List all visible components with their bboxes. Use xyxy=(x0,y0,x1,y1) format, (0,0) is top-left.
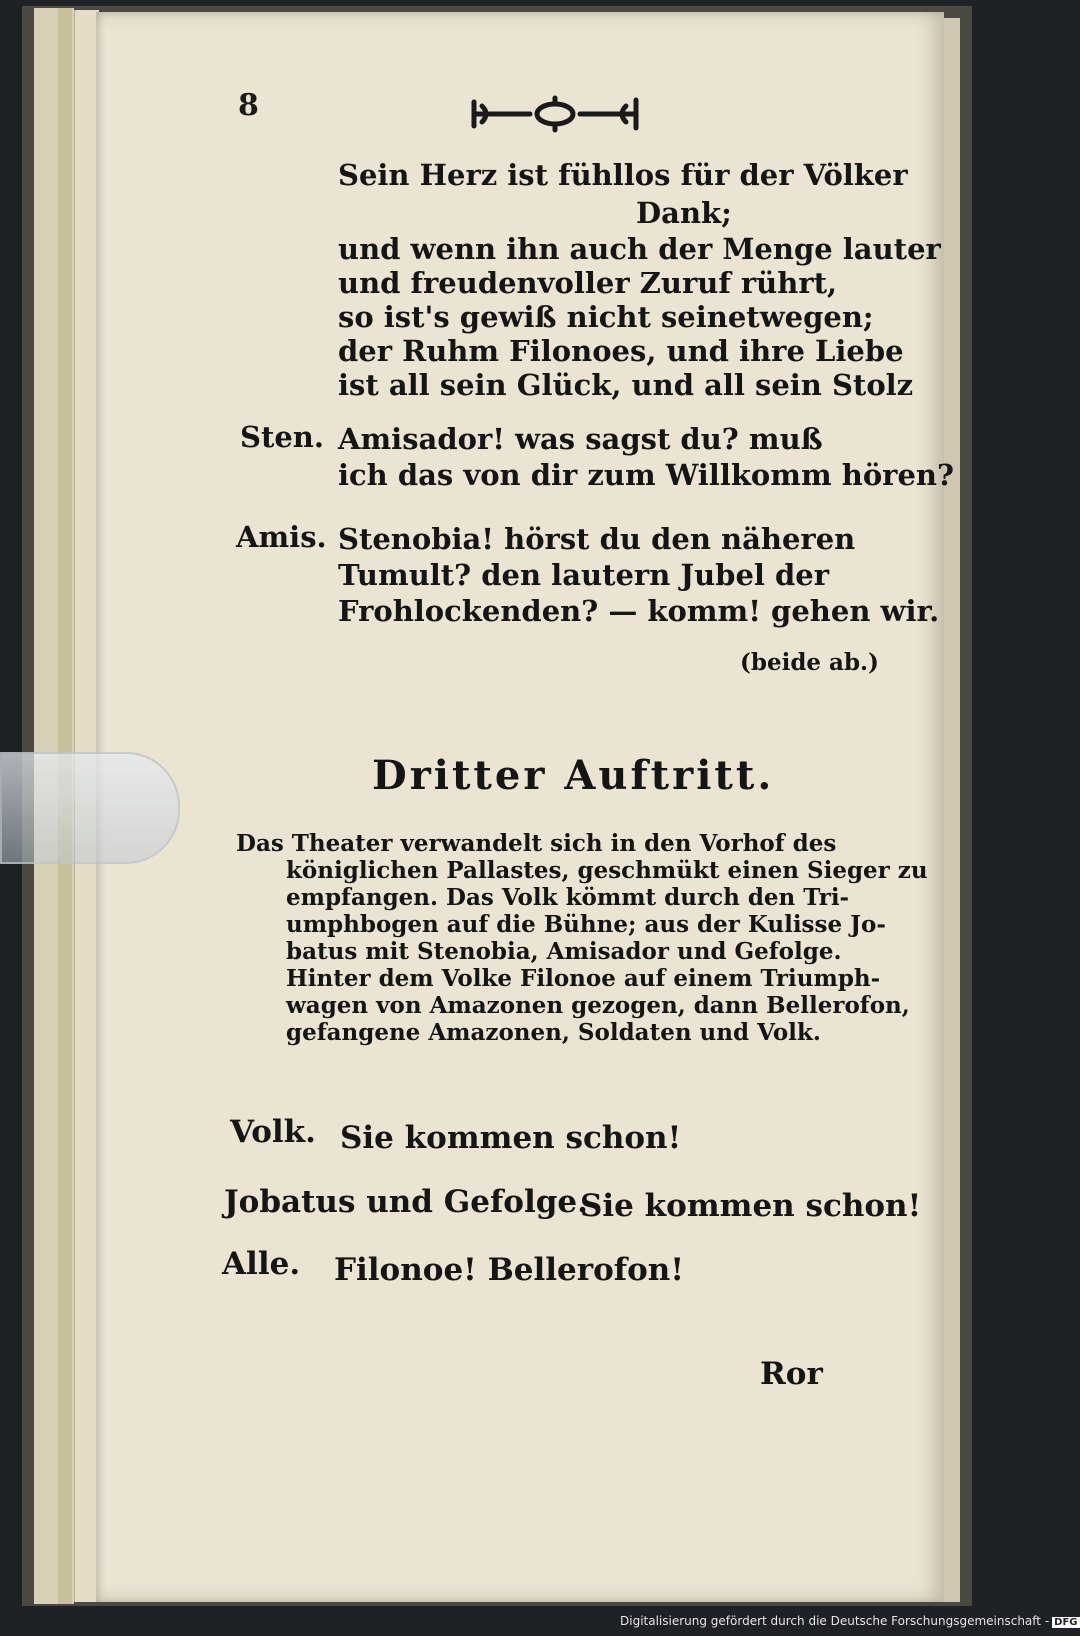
stage-direction-line: königlichen Pallastes, geschmükt einen Sieger zu xyxy=(286,857,928,884)
speaker-label: Alle. xyxy=(222,1246,301,1282)
stage-direction-line: empfangen. Das Volk kömmt durch den Tri- xyxy=(286,884,850,911)
stage-direction-exit: (beide ab.) xyxy=(740,649,879,676)
verse-line: Frohlockenden? — komm! gehen wir. xyxy=(338,594,940,628)
stage-direction-line: gefangene Amazonen, Soldaten und Volk. xyxy=(286,1019,821,1046)
verse-line: ich das von dir zum Willkomm hören? xyxy=(338,458,954,492)
speech-text: Sie kommen schon! xyxy=(340,1120,682,1156)
footer-text: Digitalisierung gefördert durch die Deutsche Forschungsgemeinschaft - xyxy=(620,1614,1050,1628)
verse-line: Sein Herz ist fühllos für der Völker xyxy=(338,158,908,192)
verse-line: und freudenvoller Zuruf rührt, xyxy=(338,266,838,300)
stage-direction-line: umphbogen auf die Bühne; aus der Kulisse Jo- xyxy=(286,911,886,938)
speaker-label: Amis. xyxy=(236,520,327,554)
page-edge-right xyxy=(944,18,960,1602)
speaker-label: Volk. xyxy=(230,1114,316,1150)
speaker-label: Sten. xyxy=(240,420,324,454)
verse-line: Tumult? den lautern Jubel der xyxy=(338,558,830,592)
flourish-ornament-icon xyxy=(470,92,640,136)
stage-direction-line: Das Theater verwandelt sich in den Vorhof des xyxy=(236,830,837,857)
scene-heading: Dritter Auftritt. xyxy=(372,752,775,799)
page-number: 8 xyxy=(238,88,259,123)
stage-direction-line: batus mit Stenobia, Amisador und Gefolge. xyxy=(286,938,842,965)
digitization-footer xyxy=(620,1614,1080,1628)
verse-line: der Ruhm Filonoes, und ihre Liebe xyxy=(338,334,904,368)
speaker-label: Jobatus und Gefolge. xyxy=(224,1184,588,1220)
dfg-logo: DFG xyxy=(1054,1617,1078,1628)
verse-line: Amisador! was sagst du? muß xyxy=(338,422,823,456)
verse-line: so ist's gewiß nicht seinetwegen; xyxy=(338,300,874,334)
verse-line: und wenn ihn auch der Menge lauter xyxy=(338,232,941,266)
stage-direction-line: wagen von Amazonen gezogen, dann Bellerofon, xyxy=(286,992,910,1019)
glass-clip xyxy=(0,752,180,864)
catchword: Ror xyxy=(760,1356,823,1392)
verse-line: Stenobia! hörst du den näheren xyxy=(338,522,856,556)
verse-line: ist all sein Glück, und all sein Stolz xyxy=(338,368,914,402)
speech-text: Filonoe! Bellerofon! xyxy=(334,1252,684,1288)
stage-direction-line: Hinter dem Volke Filonoe auf einem Triumph- xyxy=(286,965,881,992)
verse-line: Dank; xyxy=(636,196,732,230)
speech-text: Sie kommen schon! xyxy=(580,1188,922,1224)
